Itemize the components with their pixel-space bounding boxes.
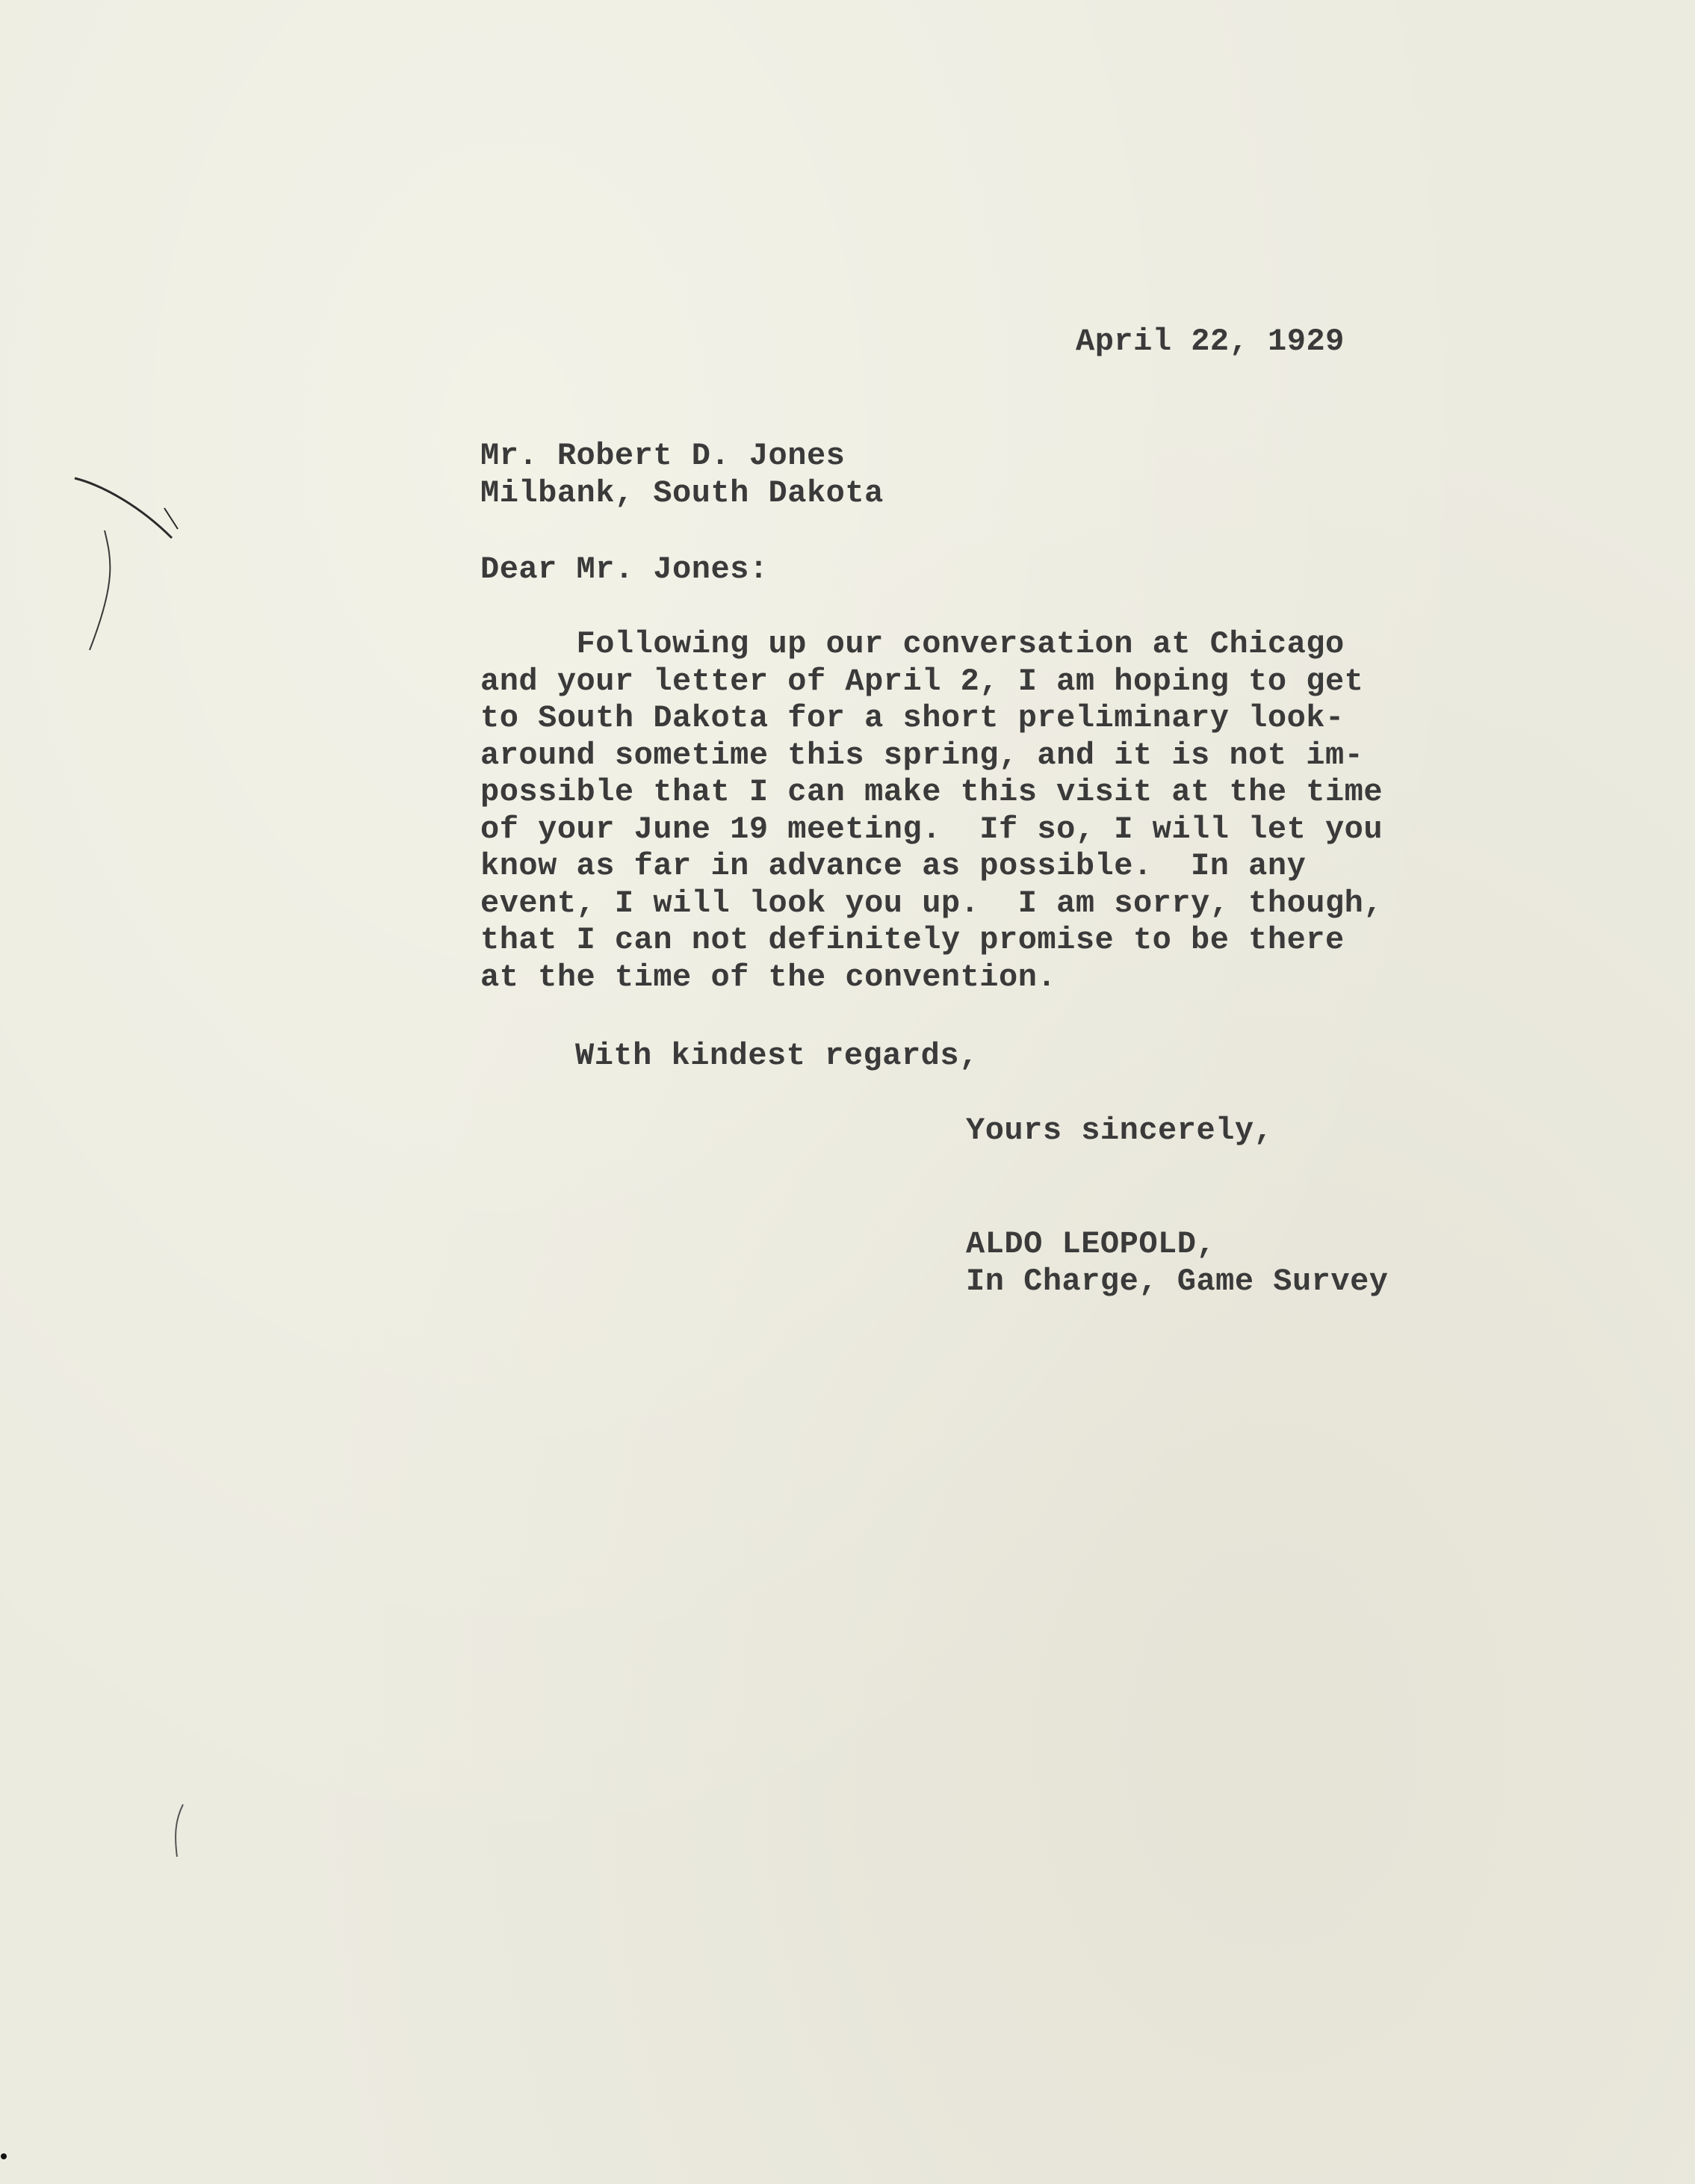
margin-pencil-mark [60,463,179,658]
regards-line: With kindest regards, [575,1038,979,1074]
body-line: possible that I can make this visit at the time [480,774,1383,810]
body-line: event, I will look you up. I am sorry, though, [480,885,1383,921]
body-line: to South Dakota for a short preliminary look- [480,700,1345,736]
margin-pencil-tick [168,1801,190,1860]
body-line: and your letter of April 2, I am hoping to get [480,663,1364,699]
body-line: of your June 19 meeting. If so, I will let you [480,811,1383,847]
page-speck [0,2152,9,2161]
body-line: that I can not definitely promise to be there [480,922,1345,958]
body-line: Following up our conversation at Chicago [480,626,1345,662]
body-line: at the time of the convention. [480,959,1057,995]
body-line: around sometime this spring, and it is not im- [480,737,1364,773]
signature-title: In Charge, Game Survey [966,1263,1389,1299]
letter-date: April 22, 1929 [1076,324,1345,359]
salutation: Dear Mr. Jones: [480,551,769,587]
letter-body [480,626,1383,996]
recipient-name: Mr. Robert D. Jones [480,438,846,474]
complimentary-close: Yours sincerely, [966,1113,1274,1148]
signature-name: ALDO LEOPOLD, [966,1226,1216,1262]
body-line: know as far in advance as possible. In any [480,848,1307,884]
recipient-location: Milbank, South Dakota [480,475,884,511]
